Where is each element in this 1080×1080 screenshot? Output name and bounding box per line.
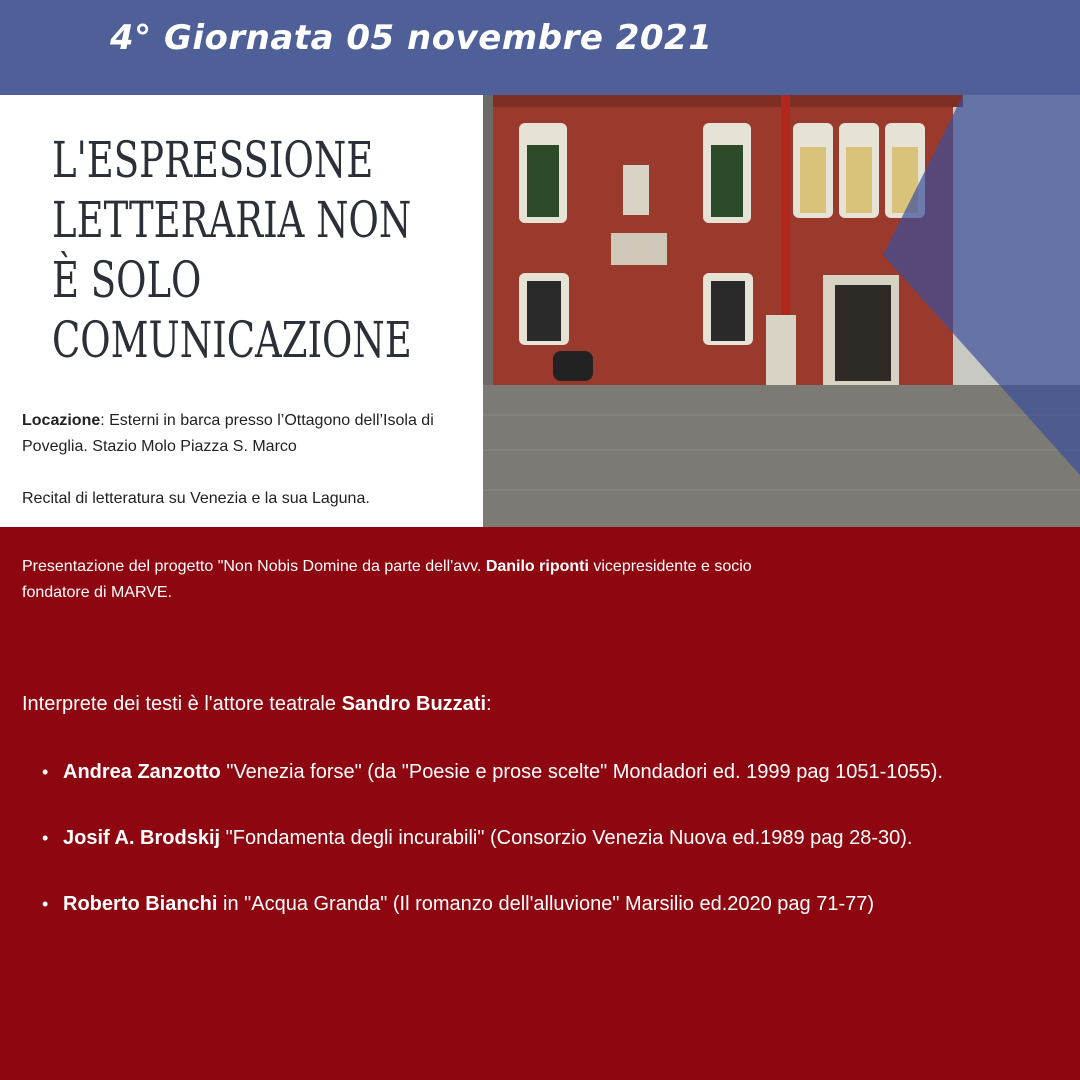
interpreter-colon: : (486, 693, 492, 715)
work-author: Roberto Bianchi (63, 893, 218, 915)
bullet-icon: • (42, 828, 49, 848)
title-line: È SOLO (52, 251, 202, 309)
presentation-text (22, 554, 802, 606)
list-item (40, 887, 1055, 921)
presenter-name: Danilo riponti (485, 558, 589, 575)
presentation-role: vicepresidente e socio fondatore di MARVE. (22, 558, 752, 601)
location-label: Locazione (22, 412, 101, 429)
title-line: COMUNICAZIONE (52, 311, 412, 369)
list-item (40, 755, 1055, 789)
work-details: in "Acqua Granda" (Il romanzo dell'alluvione" Marsilio ed.2020 pag 71-77) (217, 893, 875, 915)
work-author: Andrea Zanzotto (63, 761, 221, 783)
title-line: L'ESPRESSIONE (52, 131, 374, 189)
works-list (40, 755, 1055, 953)
work-details: "Venezia forse" (da "Poesie e prose scelte" Mondadori ed. 1999 pag 1051-1055). (220, 761, 943, 783)
recital-text: Recital di letteratura su Venezia e la sua Laguna. (22, 490, 370, 507)
interpreter-text (22, 690, 1022, 718)
actor-name: Sandro Buzzati (341, 693, 487, 715)
event-date-title: 4° Giornata 05 novembre 2021 (110, 18, 713, 58)
presentation-intro: Presentazione del progetto "Non Nobis Domine da parte dell'avv. (22, 558, 486, 575)
bullet-icon: • (42, 894, 49, 914)
location-text (22, 408, 472, 460)
list-item (40, 821, 1055, 855)
location-detail: : Esterni in barca presso l’Ottagono dell’Isola di Poveglia. Stazio Molo Piazza S. Marco (22, 412, 434, 455)
building-photo (483, 95, 1080, 527)
work-details: "Fondamenta degli incurabili" (Consorzio Venezia Nuova ed.1989 pag 28-30). (220, 827, 913, 849)
work-author: Josif A. Brodskij (63, 827, 221, 849)
bullet-icon: • (42, 762, 49, 782)
title-line: LETTERARIA NON (52, 191, 412, 249)
interpreter-intro: Interprete dei testi è l'attore teatrale (22, 693, 342, 715)
main-title (52, 130, 412, 370)
